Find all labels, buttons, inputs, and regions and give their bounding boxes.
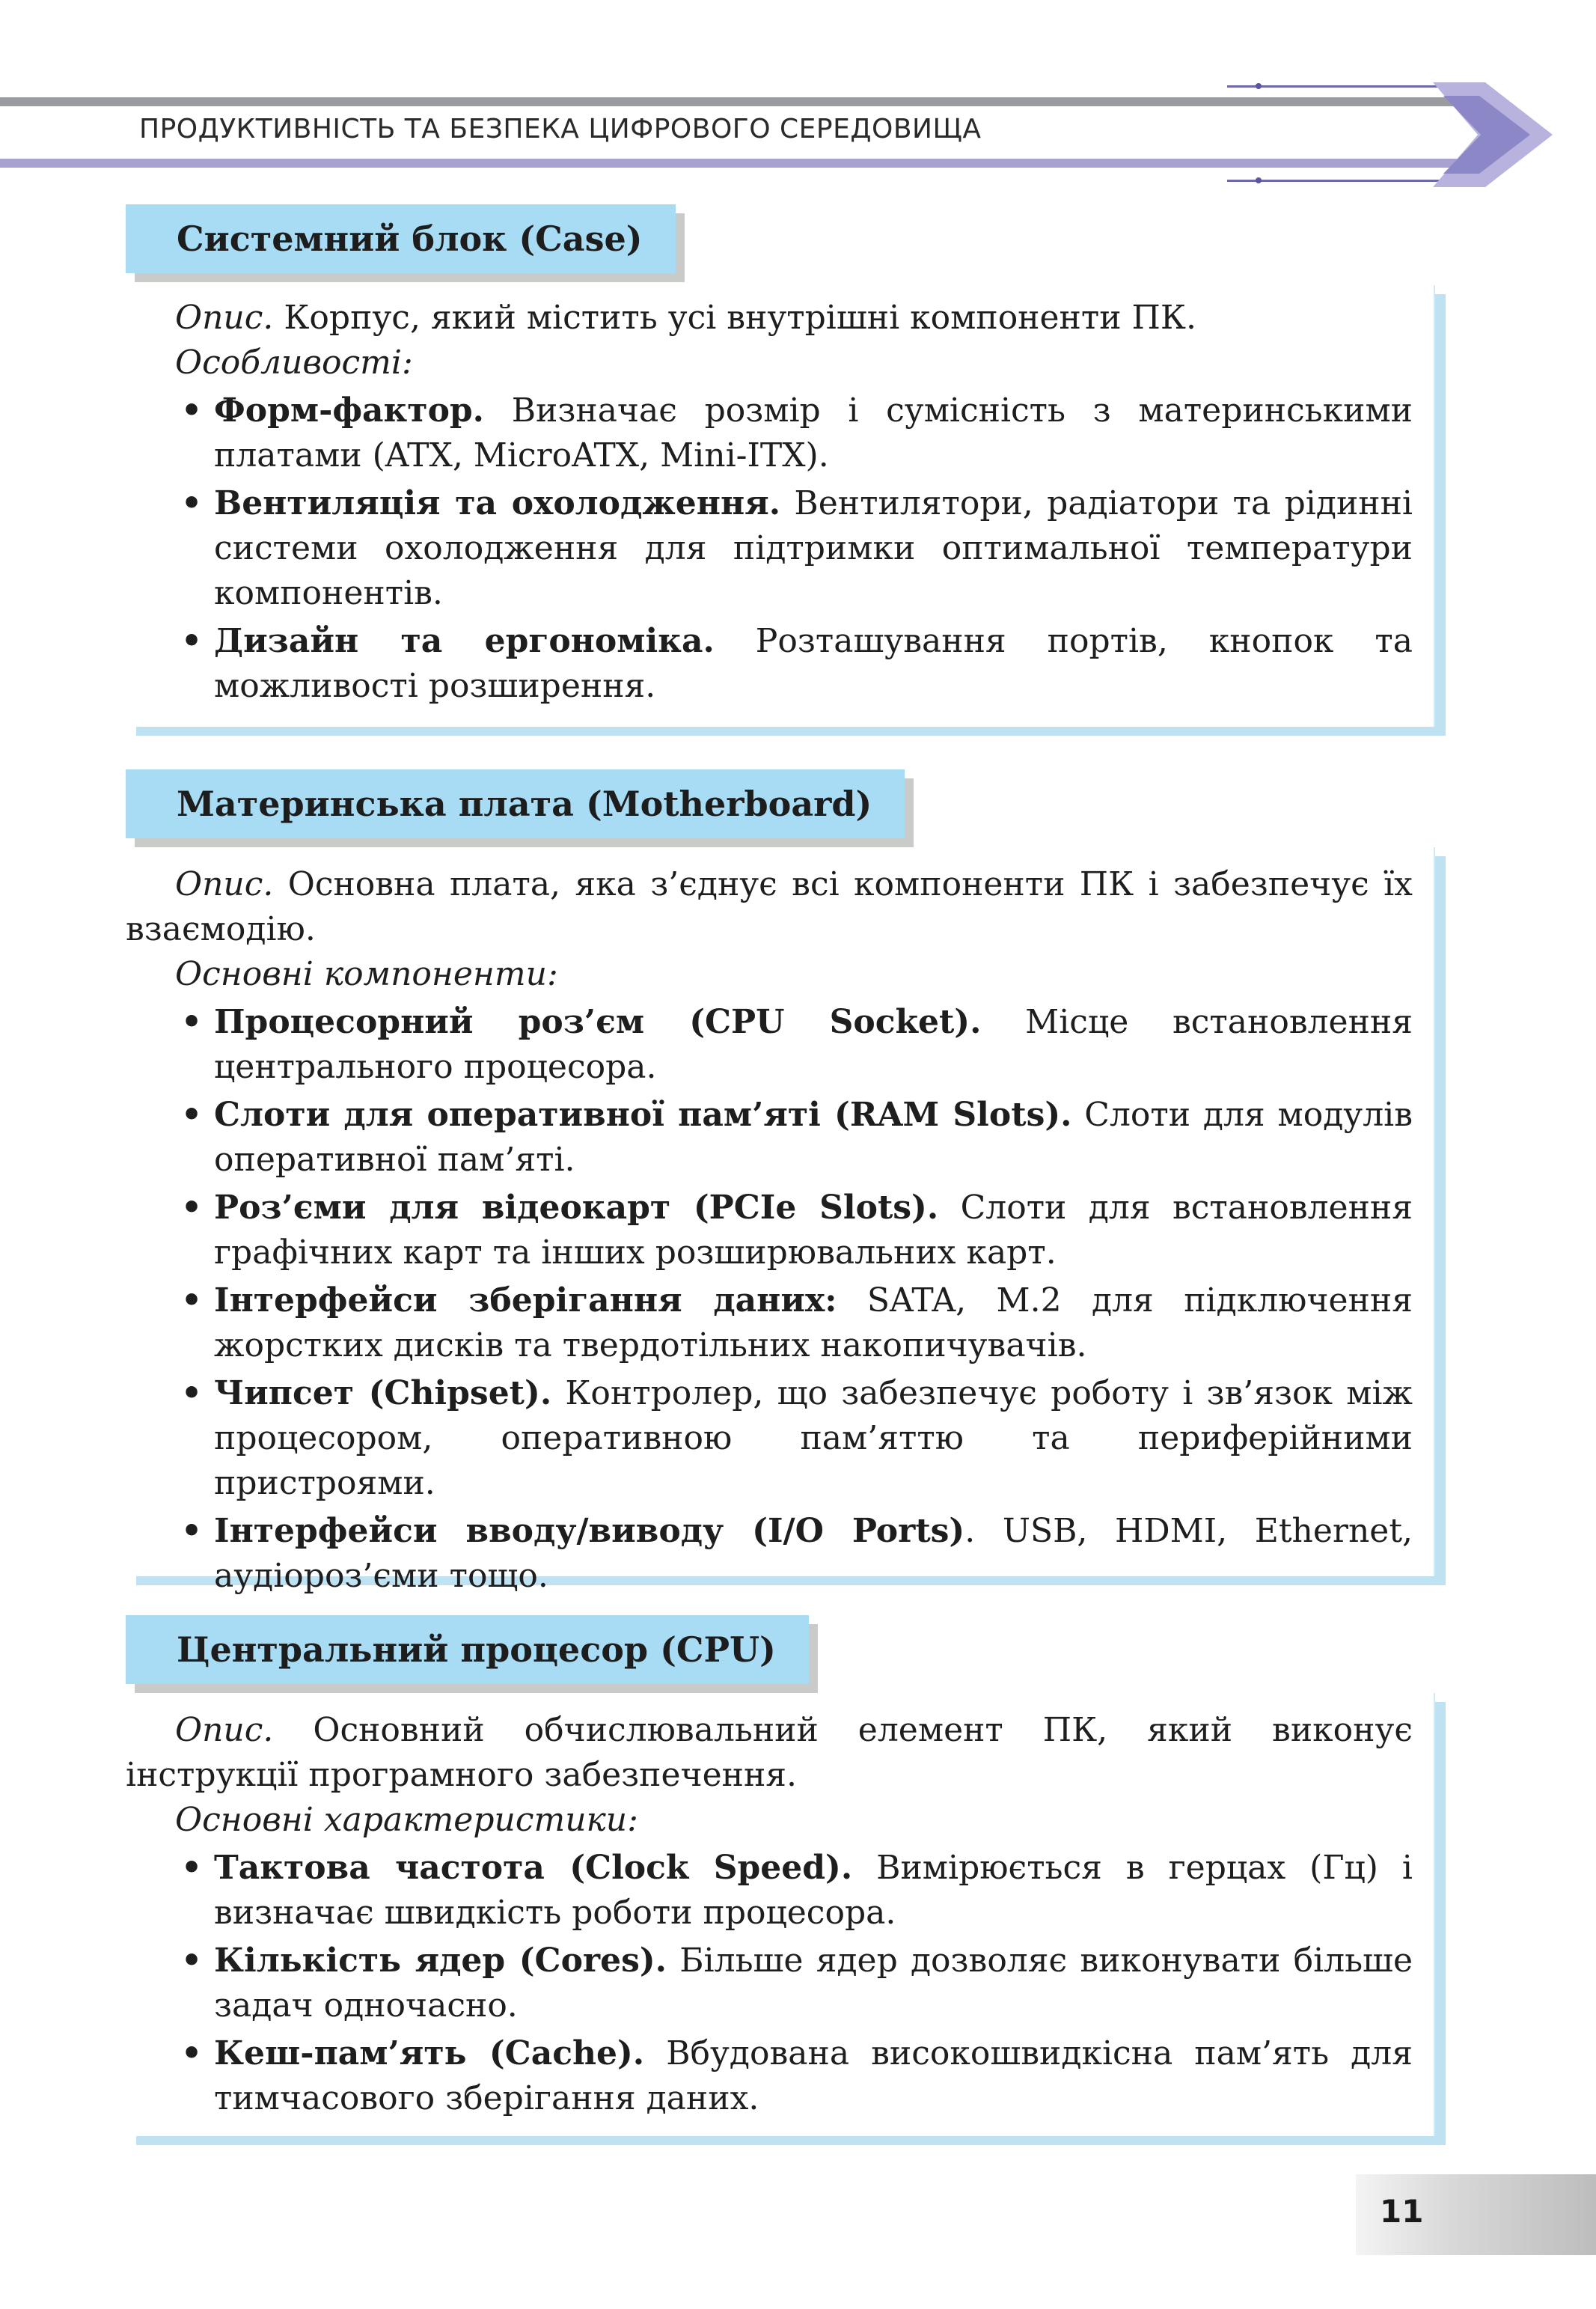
- header-bar-bottom: [0, 159, 1467, 168]
- list-item-term: Кількість ядер (Cores).: [214, 1942, 667, 1980]
- list-item-text: Більше ядер дозволяє виконувати більше задач одночасно.: [214, 1942, 1413, 2025]
- bullet-icon: •: [181, 1003, 203, 1041]
- section-heading: Материнська плата (Motherboard): [177, 784, 872, 824]
- list-item-text: Розташування портів, кнопок та можливості розширення.: [214, 622, 1413, 705]
- section-heading: Системний блок (Case): [177, 219, 643, 259]
- list-item: [126, 1939, 1413, 2028]
- bullet-icon: •: [181, 484, 203, 522]
- list-item-text: Контролер, що забезпечує роботу і зв’язок між процесором, оперативною пам’яттю та периферійними пристроями.: [214, 1374, 1413, 1502]
- list-item: [126, 1093, 1413, 1183]
- features-label: Особливості:: [175, 344, 413, 382]
- list-item-text: . USB, HDMI, Ethernet, аудіороз’єми тощо.: [214, 1512, 1413, 1595]
- description-label: Опис.: [175, 865, 274, 903]
- characteristics-label: Основні характеристики:: [175, 1801, 638, 1839]
- description-label: Опис.: [175, 1711, 274, 1749]
- list-item-text: Місце встановлення центрального процесора.: [214, 1003, 1413, 1086]
- list-item-text: Вбудована високошвидкісна пам’ять для тимчасового зберігання даних.: [214, 2034, 1413, 2117]
- bullet-icon: •: [181, 1374, 203, 1412]
- section-motherboard: [126, 769, 1443, 1593]
- section-content: [126, 862, 1413, 1599]
- bullet-list: [126, 388, 1413, 709]
- list-item: [126, 481, 1413, 616]
- list-item-text: Вимірюється в герцах (Гц) і визначає швидкість роботи процесора.: [214, 1849, 1413, 1932]
- section-content: [126, 1708, 1413, 2121]
- description-text: Основний обчислювальний елемент ПК, який виконує інструкції програмного забезпечення.: [126, 1711, 1413, 1794]
- list-item-term: Інтерфейси вводу/виводу (I/O Ports): [214, 1512, 965, 1550]
- list-item-text: Слоти для модулів оперативної пам’яті.: [214, 1096, 1413, 1179]
- list-item-term: Процесорний роз’єм (CPU Socket).: [214, 1003, 982, 1041]
- bullet-icon: •: [181, 1281, 203, 1320]
- bullet-icon: •: [181, 1096, 203, 1134]
- bullet-icon: •: [181, 1849, 203, 1887]
- bullet-list: [126, 1846, 1413, 2121]
- bullet-icon: •: [181, 391, 203, 430]
- list-item: [126, 1186, 1413, 1275]
- description-paragraph: [126, 1708, 1413, 1798]
- bullet-list: [126, 1000, 1413, 1599]
- section-cpu: [126, 1615, 1443, 2154]
- section-heading: Центральний процесор (CPU): [177, 1629, 776, 1670]
- section-heading-tab: [126, 1615, 809, 1684]
- chevron-right-icon: [1433, 75, 1560, 195]
- list-item: [126, 1000, 1413, 1090]
- description-text: Основна плата, яка з’єднує всі компоненти ПК і забезпечує їх взаємодію.: [126, 865, 1413, 948]
- header-deco-dot: [1256, 177, 1262, 183]
- description-text: Корпус, який містить усі внутрішні компоненти ПК.: [273, 299, 1196, 337]
- list-item: [126, 1509, 1413, 1599]
- list-item-text: Визначає розмір і сумісність з материнськими платами (ATX, MicroATX, Mini-ITX).: [214, 391, 1413, 475]
- header-deco-dot: [1256, 83, 1262, 89]
- list-item-text: Слоти для встановлення графічних карт та інших розширювальних карт.: [214, 1189, 1413, 1272]
- bullet-icon: •: [181, 2034, 203, 2072]
- section-heading-tab: [126, 204, 676, 273]
- bullet-icon: •: [181, 622, 203, 660]
- description-paragraph: [126, 296, 1413, 341]
- list-item-term: Дизайн та ергономіка.: [214, 622, 715, 660]
- description-paragraph: [126, 862, 1413, 952]
- list-item-term: Кеш-пам’ять (Cache).: [214, 2034, 645, 2072]
- running-header: [0, 75, 1596, 195]
- header-bar-top: [0, 97, 1467, 106]
- bullet-icon: •: [181, 1942, 203, 1980]
- header-title: ПРОДУКТИВНІСТЬ ТА БЕЗПЕКА ЦИФРОВОГО СЕРЕДОВИЩА: [139, 114, 982, 144]
- bullet-icon: •: [181, 1189, 203, 1227]
- list-item: [126, 619, 1413, 709]
- list-item: [126, 1371, 1413, 1506]
- section-heading-tab: [126, 769, 905, 838]
- list-item: [126, 1846, 1413, 1936]
- list-item: [126, 1278, 1413, 1368]
- list-item: [126, 388, 1413, 478]
- section-content: [126, 296, 1413, 709]
- list-item-term: Тактова частота (Clock Speed).: [214, 1849, 853, 1887]
- list-item: [126, 2031, 1413, 2121]
- section-case: [126, 204, 1443, 736]
- description-label: Опис.: [175, 299, 274, 337]
- bullet-icon: •: [181, 1512, 203, 1550]
- page-number: 11: [1380, 2193, 1424, 2230]
- list-item-term: Роз’єми для відеокарт (PCIe Slots).: [214, 1189, 939, 1227]
- list-item-term: Інтерфейси зберігання даних:: [214, 1281, 837, 1320]
- components-label: Основні компоненти:: [175, 955, 558, 993]
- list-item-term: Чипсет (Chipset).: [214, 1374, 552, 1412]
- list-item-term: Вентиляція та охолодження.: [214, 484, 781, 522]
- list-item-term: Форм-фактор.: [214, 391, 485, 430]
- list-item-text: Вентилятори, радіатори та рідинні системи охолодження для підтримки оптимальної температури компонентів.: [214, 484, 1413, 612]
- list-item-text: SATA, M.2 для підключення жорстких дисків та твердотільних накопичувачів.: [214, 1281, 1413, 1364]
- list-item-term: Слоти для оперативної пам’яті (RAM Slots).: [214, 1096, 1072, 1134]
